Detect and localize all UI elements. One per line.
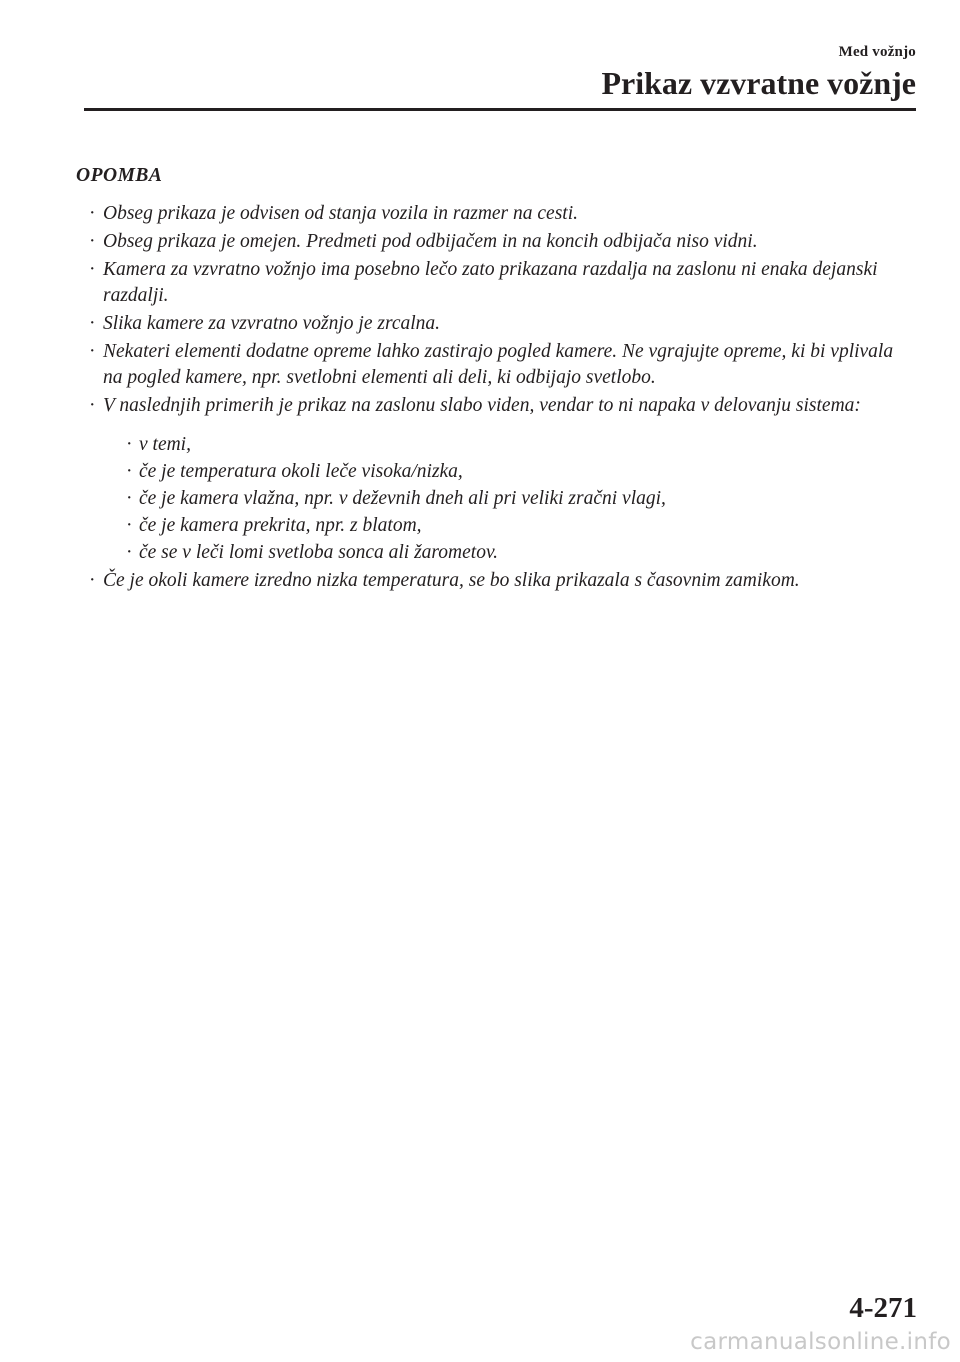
- list-item-text: Slika kamere za vzvratno vožnjo je zrcalna.: [103, 313, 441, 334]
- sublist-item: [103, 540, 916, 566]
- note-heading: OPOMBA: [76, 165, 163, 186]
- sublist-item: [103, 486, 916, 512]
- note-list: [76, 201, 916, 594]
- bullet-icon: ·: [89, 231, 96, 252]
- watermark: carmanualsonline.info: [690, 1329, 951, 1355]
- note-block: [76, 163, 916, 596]
- bullet-icon: ·: [126, 461, 133, 482]
- bullet-icon: ·: [89, 395, 96, 416]
- list-item-text: Če je okoli kamere izredno nizka temperatura, se bo slika prikazala s časovnim zamikom.: [103, 570, 800, 591]
- sublist-item-text: v temi,: [139, 434, 191, 455]
- list-item-text: Obseg prikaza je odvisen od stanja vozila in razmer na cesti.: [103, 203, 578, 224]
- sublist-item-text: če je kamera prekrita, npr. z blatom,: [139, 515, 422, 536]
- list-item-text: Kamera za vzvratno vožnjo ima posebno lečo zato prikazana razdalja na zaslonu ni enaka dejanski razdalji.: [103, 259, 878, 306]
- sublist-item-text: če se v leči lomi svetloba sonca ali žarometov.: [139, 542, 499, 563]
- list-item: [76, 311, 916, 337]
- bullet-icon: ·: [89, 313, 96, 334]
- bullet-icon: ·: [89, 203, 96, 224]
- sublist-item: [103, 513, 916, 539]
- header-rule: [84, 108, 916, 111]
- list-item-text: V naslednjih primerih je prikaz na zaslonu slabo viden, vendar to ni napaka v delovanju sistema:: [103, 395, 861, 416]
- bullet-icon: ·: [126, 515, 133, 536]
- list-item: [76, 393, 916, 566]
- list-item: [76, 568, 916, 594]
- bullet-icon: ·: [126, 542, 133, 563]
- bullet-icon: ·: [126, 488, 133, 509]
- page-title: Prikaz vzvratne vožnje: [601, 65, 916, 101]
- list-item-text: Obseg prikaza je omejen. Predmeti pod odbijačem in na koncih odbijača niso vidni.: [103, 231, 758, 252]
- list-item: [76, 201, 916, 227]
- list-item: [76, 339, 916, 391]
- conditions-sublist: [103, 432, 916, 566]
- sublist-item: [103, 459, 916, 485]
- bullet-icon: ·: [89, 259, 96, 280]
- list-item-text: Nekateri elementi dodatne opreme lahko zastirajo pogled kamere. Ne vgrajujte opreme, ki bi vplivala na pogled kamere, npr. svetlobni elementi ali deli, ki odbijajo svetlobo.: [103, 341, 894, 388]
- bullet-icon: ·: [126, 434, 133, 455]
- list-item: [76, 257, 916, 309]
- sublist-item: [103, 432, 916, 458]
- page-number: 4-271: [849, 1292, 917, 1324]
- section-label: Med vožnjo: [838, 44, 916, 60]
- list-item: [76, 229, 916, 255]
- bullet-icon: ·: [89, 341, 96, 362]
- bullet-icon: ·: [89, 570, 96, 591]
- sublist-item-text: če je temperatura okoli leče visoka/nizka,: [139, 461, 463, 482]
- sublist-item-text: če je kamera vlažna, npr. v deževnih dneh ali pri veliki zračni vlagi,: [139, 488, 666, 509]
